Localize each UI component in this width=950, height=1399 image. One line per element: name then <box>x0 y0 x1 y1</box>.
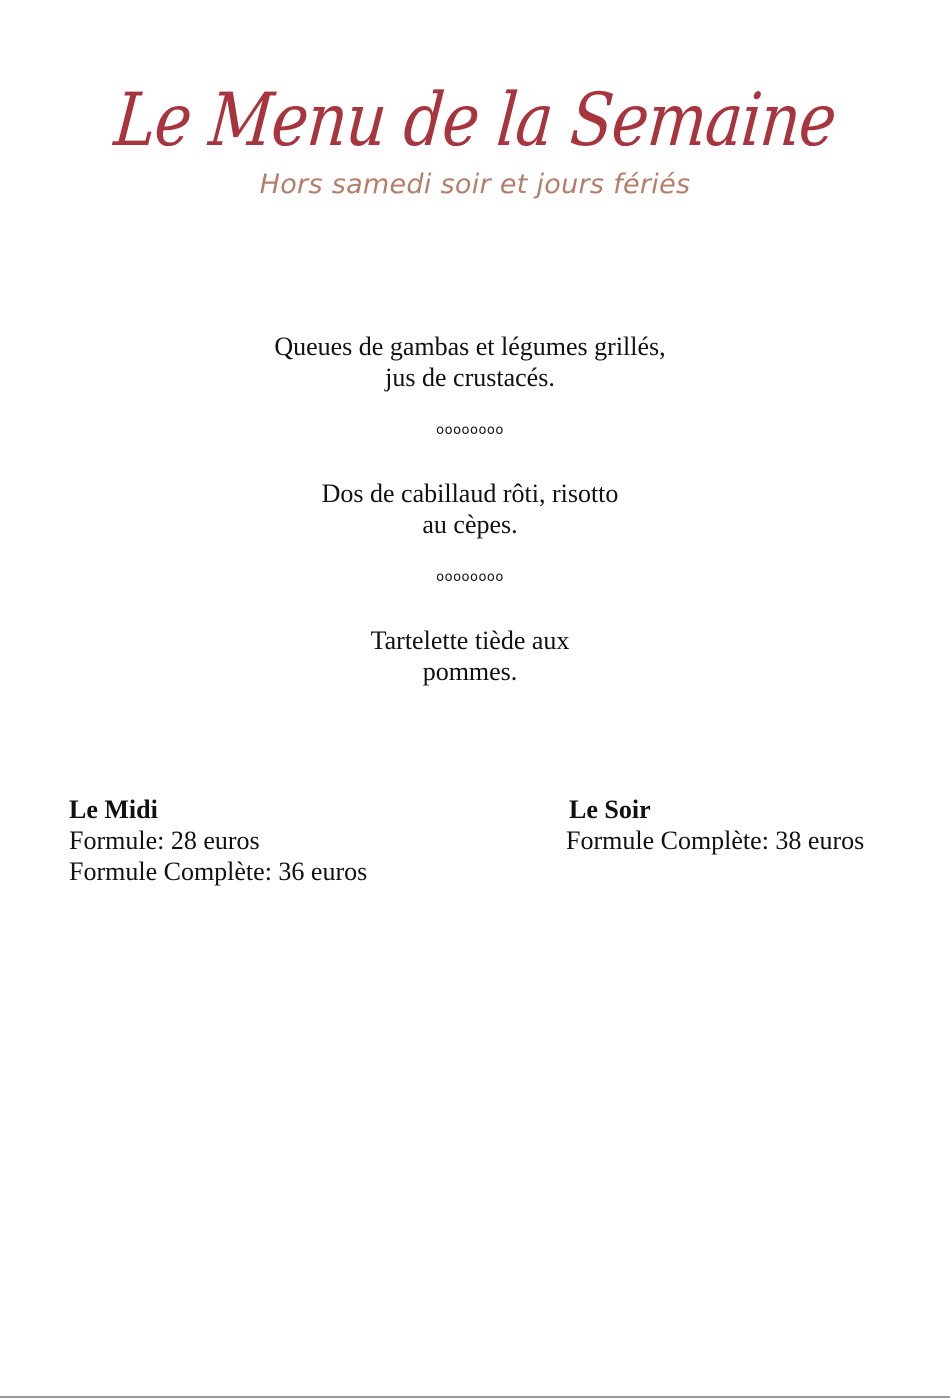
price-heading-midi: Le Midi <box>69 795 158 824</box>
price-heading-soir: Le Soir <box>569 795 651 824</box>
course-starter: Queues de gambas et légumes grillés, jus de crustacés. <box>274 332 666 392</box>
course-separator: oooooooo <box>436 570 504 585</box>
course-main: Dos de cabillaud rôti, risotto au cèpes. <box>321 479 619 539</box>
price-line: Formule Complète: 38 euros <box>566 826 865 855</box>
weekly-menu <box>0 331 940 687</box>
course-separator: oooooooo <box>436 423 504 438</box>
price-line: Formule: 28 euros <box>69 826 260 855</box>
menu-header <box>0 76 950 202</box>
course-dessert: Tartelette tiède aux pommes. <box>370 626 570 686</box>
price-column-soir <box>566 794 864 856</box>
menu-subtitle: Hors samedi soir et jours fériés <box>259 169 691 200</box>
menu-title: Le Menu de la Semaine <box>111 76 840 163</box>
page-divider <box>0 1396 950 1398</box>
price-column-midi <box>69 794 367 887</box>
price-line: Formule Complète: 36 euros <box>69 857 368 886</box>
